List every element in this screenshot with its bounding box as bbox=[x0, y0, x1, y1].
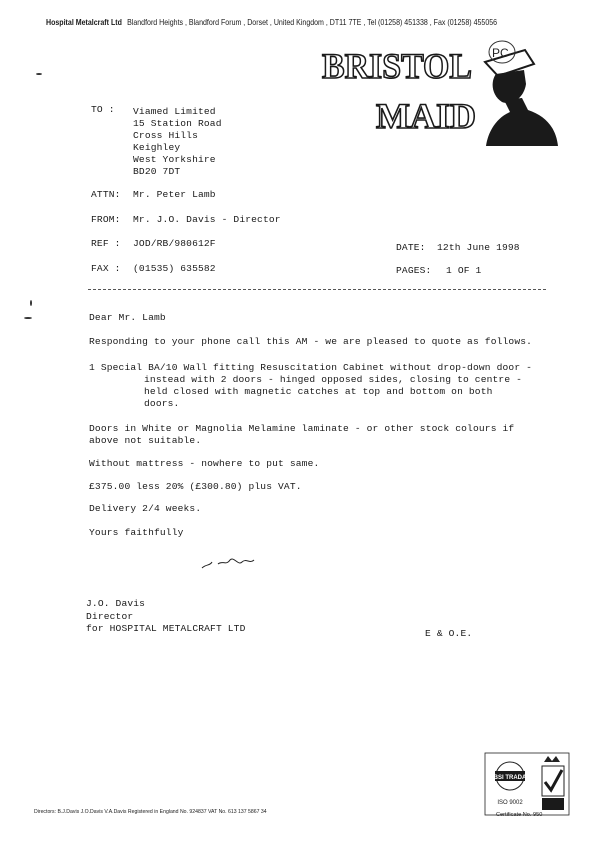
scan-speck bbox=[30, 300, 32, 306]
cert-label: BSI TRADA bbox=[493, 775, 527, 781]
from-label: FROM: bbox=[91, 214, 121, 225]
item-line: 1 Special BA/10 Wall fitting Resuscitation Cabinet without drop-down door - bbox=[89, 362, 533, 373]
price-line: £375.00 less 20% (£300.80) plus VAT. bbox=[89, 481, 302, 492]
item-line: doors. bbox=[144, 398, 180, 409]
item-line: held closed with magnetic catches at top and bottom on both bbox=[144, 386, 493, 397]
intro-paragraph: Responding to your phone call this AM - we are pleased to quote as follows. bbox=[89, 336, 533, 347]
signatory-name: J.O. Davis bbox=[86, 598, 146, 609]
date-label: DATE: bbox=[396, 242, 426, 253]
bristol-maid-logo bbox=[320, 34, 560, 146]
salutation: Dear Mr. Lamb bbox=[89, 312, 166, 323]
to-label: TO : bbox=[91, 104, 115, 115]
company-name: Hospital Metalcraft Ltd bbox=[46, 18, 122, 27]
scan-speck bbox=[24, 317, 32, 319]
address-line: Keighley bbox=[133, 142, 181, 153]
ref-label: REF : bbox=[91, 238, 121, 249]
address-line: West Yorkshire bbox=[133, 154, 216, 165]
pages-label: PAGES: bbox=[396, 265, 432, 276]
scan-speck bbox=[36, 73, 42, 75]
fax-value: (01535) 635582 bbox=[133, 263, 216, 274]
signatory-title: Director bbox=[86, 611, 134, 622]
delivery-line: Delivery 2/4 weeks. bbox=[89, 503, 202, 514]
logo-line-1: BRISTOL bbox=[322, 46, 472, 86]
logo-line-2: MAID bbox=[376, 96, 476, 136]
date-value: 12th June 1998 bbox=[437, 242, 520, 253]
fax-label: FAX : bbox=[91, 263, 121, 274]
address-line: Viamed Limited bbox=[133, 106, 216, 117]
footer-directors: Directors: B.J.Davis J.O.Davis V.A.Davis Registered in England No. 924837 VAT No. 613 137 5867 34 bbox=[34, 809, 267, 815]
doors-line: Doors in White or Magnolia Melamine laminate - or other stock colours if bbox=[89, 423, 515, 434]
eoe-note: E & O.E. bbox=[425, 628, 473, 639]
letterhead bbox=[46, 18, 497, 27]
signatory-company: for HOSPITAL METALCRAFT LTD bbox=[86, 623, 246, 634]
mattress-note: Without mattress - nowhere to put same. bbox=[89, 458, 320, 469]
iso-label: ISO 9002 bbox=[497, 800, 523, 806]
handwritten-annotation: PC bbox=[492, 46, 509, 60]
address-line: 15 Station Road bbox=[133, 118, 222, 129]
ref-value: JOD/RB/980612F bbox=[133, 238, 216, 249]
attn-label: ATTN: bbox=[91, 189, 121, 200]
closing-line: Yours faithfully bbox=[89, 527, 184, 538]
pages-value: 1 OF 1 bbox=[446, 265, 482, 276]
address-line: Cross Hills bbox=[133, 130, 198, 141]
nurse-silhouette-icon bbox=[485, 50, 558, 146]
header-divider bbox=[88, 289, 546, 291]
iso-certification-mark bbox=[484, 752, 570, 816]
address-line: BD20 7DT bbox=[133, 166, 181, 177]
certificate-number: Certificate No. 950 bbox=[496, 812, 543, 818]
signature bbox=[196, 544, 266, 574]
company-address: Blandford Heights , Blandford Forum , Dorset , United Kingdom , DT11 7TE , Tel (01258) 451338 , Fax (01258) 455056 bbox=[127, 18, 498, 27]
doors-line: above not suitable. bbox=[89, 435, 202, 446]
item-line: instead with 2 doors - hinged opposed sides, closing to centre - bbox=[144, 374, 523, 385]
from-value: Mr. J.O. Davis - Director bbox=[133, 214, 281, 225]
attn-value: Mr. Peter Lamb bbox=[133, 189, 216, 200]
